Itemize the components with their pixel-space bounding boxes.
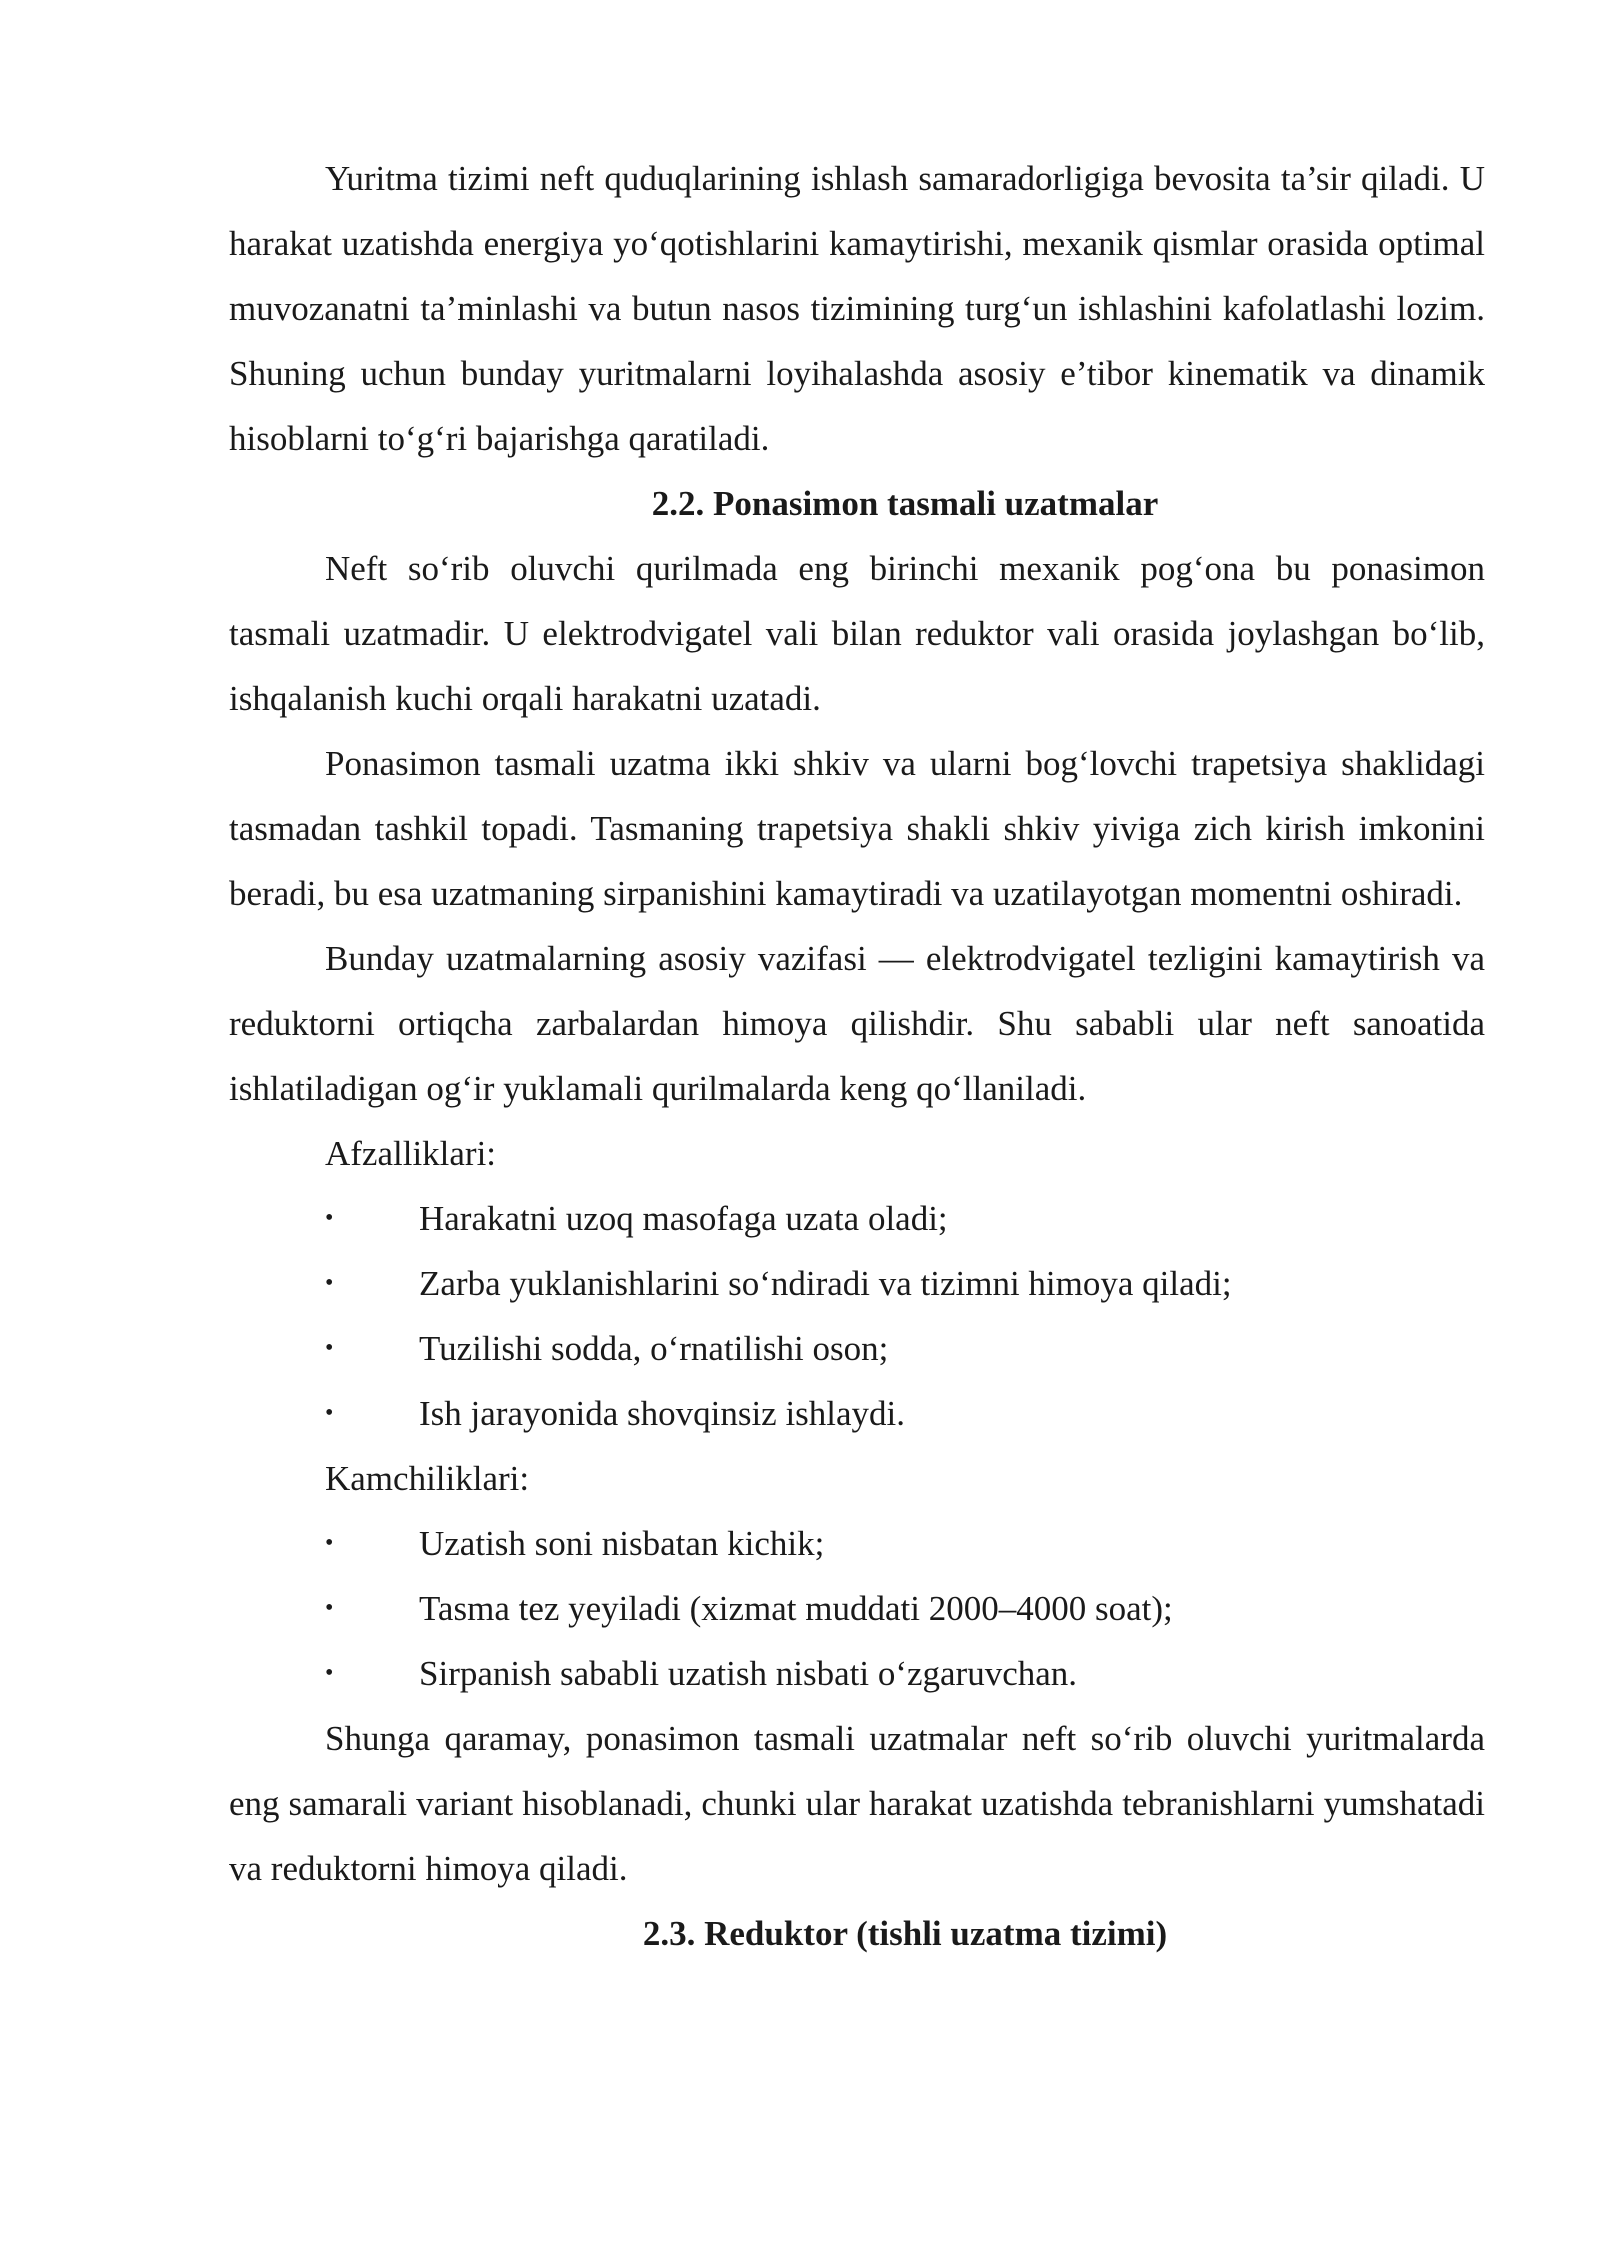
list-item bbox=[229, 1316, 1485, 1381]
bullet-icon: • bbox=[325, 1400, 334, 1426]
bullet-icon: • bbox=[325, 1660, 334, 1686]
paragraph-conclusion: Shunga qaramay, ponasimon tasmali uzatmalar neft so‘rib oluvchi yuritmalarda eng samarali variant hisoblanadi, chunki ular harakat uzatishda tebranishlarni yumshatadi va reduktorni himoya qiladi. bbox=[229, 1719, 1485, 1888]
list-item-text: Tasma tez yeyiladi (xizmat muddati 2000–4000 soat); bbox=[419, 1589, 1173, 1628]
list-item-text: Zarba yuklanishlarini so‘ndiradi va tizimni himoya qiladi; bbox=[419, 1264, 1232, 1303]
section-heading-2-3: 2.3. Reduktor (tishli uzatma tizimi) bbox=[642, 1914, 1168, 1953]
list-item-text: Harakatni uzoq masofaga uzata oladi; bbox=[419, 1199, 948, 1238]
intro-paragraph: Yuritma tizimi neft quduqlarining ishlash samaradorligiga bevosita ta’sir qiladi. U harakat uzatishda energiya yo‘qotishlarini kamaytirishi, mexanik qismlar orasida optimal muvozanatni ta’minlashi va butun nasos tizimining turg‘un ishlashini kafolatlashi lozim. Shuning uchun bunday yuritmalarni loyihalashda asosiy e’tibor kinematik va dinamik hisoblarni to‘g‘ri bajarishga qaratiladi. bbox=[229, 159, 1485, 458]
bullet-icon: • bbox=[325, 1205, 334, 1231]
list-item bbox=[229, 1641, 1485, 1706]
section-heading-2-2: 2.2. Ponasimon tasmali uzatmalar bbox=[651, 484, 1159, 523]
list-item bbox=[229, 1381, 1485, 1446]
list-item bbox=[229, 1251, 1485, 1316]
disadvantages-list bbox=[229, 1511, 1485, 1706]
advantages-label: Afzalliklari: bbox=[325, 1134, 497, 1173]
list-item bbox=[229, 1576, 1485, 1641]
advantages-list bbox=[229, 1186, 1485, 1446]
list-item-text: Ish jarayonida shovqinsiz ishlaydi. bbox=[419, 1394, 906, 1433]
list-item bbox=[229, 1186, 1485, 1251]
bullet-icon: • bbox=[325, 1595, 334, 1621]
list-item-text: Sirpanish sababli uzatish nisbati o‘zgaruvchan. bbox=[419, 1654, 1078, 1693]
bullet-icon: • bbox=[325, 1270, 334, 1296]
document-page bbox=[229, 146, 1485, 1966]
paragraph-belt-purpose: Bunday uzatmalarning asosiy vazifasi — elektrodvigatel tezligini kamaytirish va reduktorni ortiqcha zarbalardan himoya qilishdir. Shu sababli ular neft sanoatida ishlatiladigan og‘ir yuklamali qurilmalarda keng qo‘llaniladi. bbox=[229, 939, 1485, 1108]
paragraph-belt-intro: Neft so‘rib oluvchi qurilmada eng birinchi mexanik pog‘ona bu ponasimon tasmali uzatmadir. U elektrodvigatel vali bilan reduktor vali orasida joylashgan bo‘lib, ishqalanish kuchi orqali harakatni uzatadi. bbox=[229, 549, 1485, 718]
bullet-icon: • bbox=[325, 1530, 334, 1556]
disadvantages-label: Kamchiliklari: bbox=[325, 1459, 530, 1498]
list-item-text: Tuzilishi sodda, o‘rnatilishi oson; bbox=[419, 1329, 889, 1368]
list-item-text: Uzatish soni nisbatan kichik; bbox=[419, 1524, 825, 1563]
bullet-icon: • bbox=[325, 1335, 334, 1361]
paragraph-belt-structure: Ponasimon tasmali uzatma ikki shkiv va ularni bog‘lovchi trapetsiya shaklidagi tasmadan tashkil topadi. Tasmaning trapetsiya shakli shkiv yiviga zich kirish imkonini beradi, bu esa uzatmaning sirpanishini kamaytiradi va uzatilayotgan momentni oshiradi. bbox=[229, 744, 1485, 913]
list-item bbox=[229, 1511, 1485, 1576]
